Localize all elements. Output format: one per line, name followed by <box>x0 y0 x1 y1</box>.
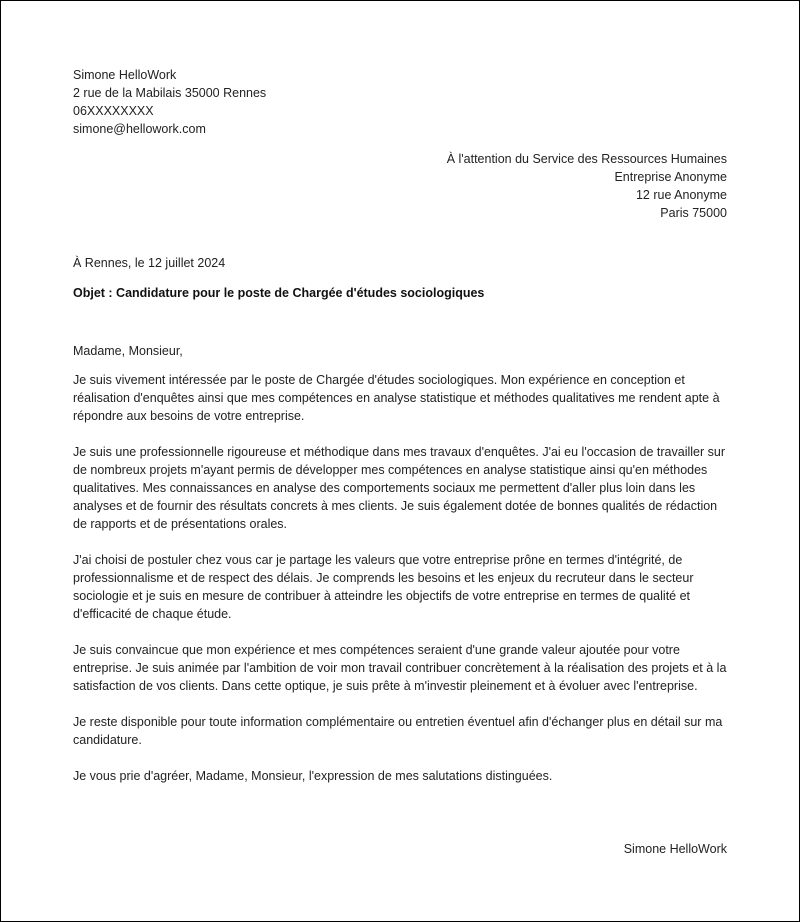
signature: Simone HelloWork <box>623 842 727 856</box>
sender-email: simone@hellowork.com <box>73 122 206 136</box>
sender-name: Simone HelloWork <box>73 68 177 82</box>
recipient-city: Paris 75000 <box>660 206 727 220</box>
subject-line: Objet : Candidature pour le poste de Chargée d'études sociologiques <box>73 286 485 300</box>
letter-body <box>73 342 733 803</box>
paragraph-5: Je reste disponible pour toute information complémentaire ou entretien éventuel afin d'échanger plus en détail sur ma candidature. <box>73 715 723 747</box>
closing-formula: Je vous prie d'agréer, Madame, Monsieur, l'expression de mes salutations distinguées. <box>73 769 553 783</box>
recipient-attention: À l'attention du Service des Ressources Humaines <box>446 152 727 166</box>
recipient-street: 12 rue Anonyme <box>635 188 727 202</box>
sender-phone: 06XXXXXXXX <box>73 104 154 118</box>
date-line: À Rennes, le 12 juillet 2024 <box>73 256 226 270</box>
recipient-block <box>447 150 727 222</box>
salutation: Madame, Monsieur, <box>73 344 183 358</box>
sender-block <box>73 66 266 138</box>
paragraph-3: J'ai choisi de postuler chez vous car je partage les valeurs que votre entreprise prône en termes d'intégrité, de professionnalisme et de respect des délais. Je comprends les besoins et les enjeux du recruteur dans le secteur sociologie et je suis en mesure de contribuer à atteindre les objectifs de votre entreprise en termes de qualité et d'efficacité de chaque étude. <box>73 553 694 621</box>
paragraph-2: Je suis une professionnelle rigoureuse et méthodique dans mes travaux d'enquêtes. J'ai eu l'occasion de travailler sur de nombreux projets m'ayant permis de développer mes compétences en analyse statistique ainsi qu'en méthodes qualitatives. Mes connaissances en analyse des comportements sociaux me permettent d'aller plus loin dans les analyses et de fournir des résultats concrets à mes clients. Je suis également dotée de bonnes qualités de rédaction de rapports et de présentations orales. <box>73 445 725 531</box>
recipient-company: Entreprise Anonyme <box>614 170 727 184</box>
paragraph-4: Je suis convaincue que mon expérience et mes compétences seraient d'une grande valeur ajoutée pour votre entreprise. Je suis animée par l'ambition de voir mon travail contribuer concrètement à la réalisation des projets et à la satisfaction de vos clients. Dans cette optique, je suis prête à m'investir pleinement et à évoluer avec l'entreprise. <box>73 643 727 693</box>
sender-address: 2 rue de la Mabilais 35000 Rennes <box>73 86 267 100</box>
paragraph-1: Je suis vivement intéressée par le poste de Chargée d'études sociologiques. Mon expérience en conception et réalisation d'enquêtes ainsi que mes compétences en analyse statistique et méthodes qualitatives me rendent apte à répondre aux besoins de votre entreprise. <box>73 373 720 423</box>
